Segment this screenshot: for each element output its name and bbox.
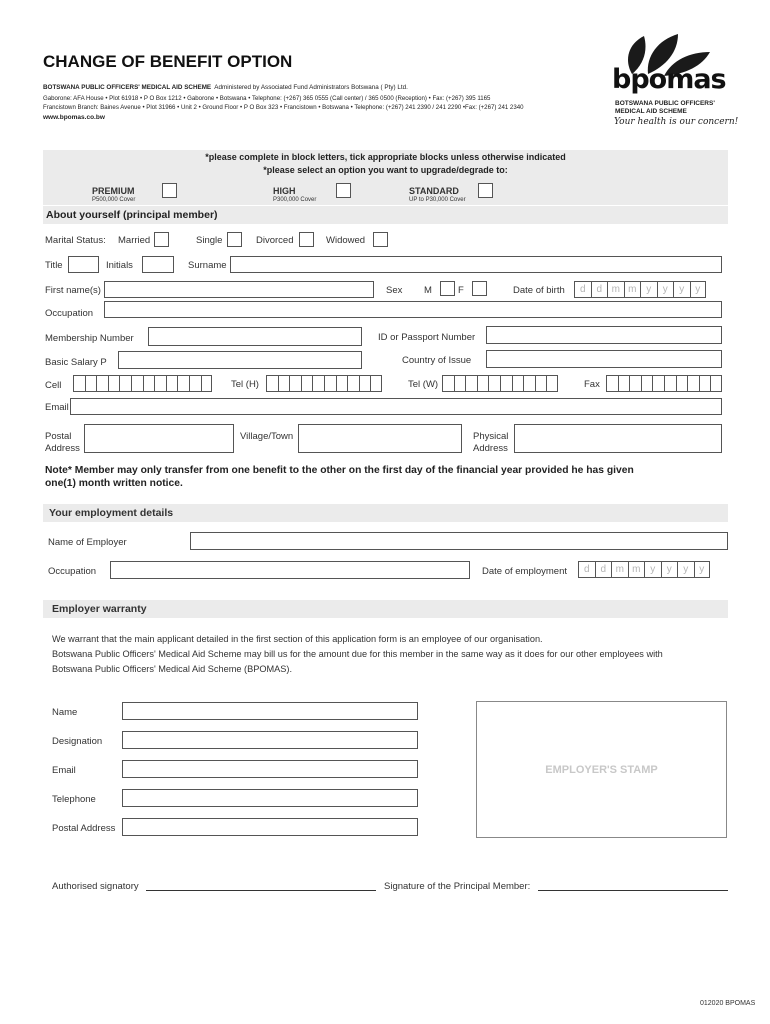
warranty-telephone-input[interactable]	[122, 789, 418, 807]
sex-m-checkbox[interactable]	[440, 281, 455, 296]
first-names-input[interactable]	[104, 281, 374, 298]
physical-address-input[interactable]	[514, 424, 722, 453]
warranty-designation-label: Designation	[52, 736, 103, 747]
logo-wordmark: bpomas	[612, 64, 726, 95]
principal-signature-line[interactable]	[538, 890, 728, 891]
note-line2: one(1) month written notice.	[45, 478, 183, 489]
tel-w-label: Tel (W)	[408, 379, 439, 390]
date-cell[interactable]: y	[690, 281, 707, 298]
option-high-cover: P300,000 Cover	[273, 197, 317, 203]
id-passport-label: ID or Passport Number	[378, 332, 476, 343]
date-cell[interactable]: d	[578, 561, 595, 578]
date-cell[interactable]: y	[677, 561, 694, 578]
option-premium-checkbox[interactable]	[162, 183, 177, 198]
logo-line2: MEDICAL AID SCHEME	[615, 108, 687, 115]
org-info-line	[43, 84, 408, 91]
cell-label: Cell	[45, 380, 62, 391]
date-cell[interactable]: y	[657, 281, 674, 298]
title-label: Title	[45, 260, 63, 271]
surname-input[interactable]	[230, 256, 722, 273]
initials-input[interactable]	[142, 256, 174, 273]
email-label: Email	[45, 402, 69, 413]
option-standard-checkbox[interactable]	[478, 183, 493, 198]
instruction-line1: *please complete in block letters, tick appropriate blocks unless otherwise indicated	[205, 152, 566, 162]
warranty-telephone-label: Telephone	[52, 794, 96, 805]
physical-label: Physical	[473, 431, 509, 442]
org-name: BOTSWANA PUBLIC OFFICERS' MEDICAL AID SCHEME	[43, 84, 212, 91]
widowed-checkbox[interactable]	[373, 232, 388, 247]
widowed-label: Widowed	[326, 235, 366, 246]
tel-h-label: Tel (H)	[231, 379, 259, 390]
single-label: Single	[196, 235, 223, 246]
warranty-email-input[interactable]	[122, 760, 418, 778]
logo-tagline: Your health is our concern!	[614, 117, 739, 127]
warranty-text3: Botswana Public Officers' Medical Aid Scheme (BPOMAS).	[52, 664, 293, 674]
option-premium-label: PREMIUM	[92, 186, 135, 196]
employer-name-label: Name of Employer	[48, 537, 127, 548]
postal-address-input[interactable]	[84, 424, 234, 453]
option-high-label: HIGH	[273, 186, 296, 196]
warranty-text1: We warrant that the main applicant detailed in the first section of this application form is an employee of our organisation.	[52, 634, 543, 644]
employment-occupation-label: Occupation	[48, 566, 97, 577]
sex-m-label: M	[424, 285, 432, 296]
date-cell[interactable]: y	[673, 281, 690, 298]
warranty-name-label: Name	[52, 707, 78, 718]
married-label: Married	[118, 235, 151, 246]
option-high-checkbox[interactable]	[336, 183, 351, 198]
date-cell[interactable]: m	[628, 561, 645, 578]
fax-label: Fax	[584, 379, 600, 390]
administered-by: Administered by Associated Fund Administrators Botswana ( Pty) Ltd.	[214, 84, 408, 91]
title-input[interactable]	[68, 256, 99, 273]
date-cell[interactable]: m	[607, 281, 624, 298]
membership-number-label: Membership Number	[45, 333, 134, 344]
basic-salary-label: Basic Salary P	[45, 357, 107, 368]
occupation-input[interactable]	[104, 301, 722, 318]
authorised-signatory-line[interactable]	[146, 890, 376, 891]
about-heading: About yourself (principal member)	[46, 209, 218, 221]
date-cell[interactable]: m	[624, 281, 641, 298]
sex-label: Sex	[386, 285, 403, 296]
warranty-postal-label: Postal Address	[52, 823, 116, 834]
tel-h-input[interactable]	[266, 375, 382, 392]
physical-address-label: Address	[473, 443, 508, 454]
option-premium-cover: P500,000 Cover	[92, 197, 136, 203]
warranty-heading: Employer warranty	[52, 603, 147, 615]
employment-occupation-input[interactable]	[110, 561, 470, 579]
employer-stamp-label: EMPLOYER'S STAMP	[545, 764, 658, 776]
divorced-label: Divorced	[256, 235, 294, 246]
email-input[interactable]	[70, 398, 722, 415]
warranty-postal-input[interactable]	[122, 818, 418, 836]
date-cell[interactable]: d	[574, 281, 591, 298]
fax-input[interactable]	[606, 375, 722, 392]
occupation-label: Occupation	[45, 308, 94, 319]
warranty-email-label: Email	[52, 765, 76, 776]
postal-address-label: Address	[45, 443, 80, 454]
divorced-checkbox[interactable]	[299, 232, 314, 247]
logo-line1: BOTSWANA PUBLIC OFFICERS'	[615, 100, 715, 107]
francistown-address: Francistown Branch: Baines Avenue • Plot 31966 • Unit 2 • Ground Floor • P O Box 323 • Francistown • Botswana • Telephone: (+267) 241 2390 / 241 2290 •Fax: (+267) 241 2340	[43, 104, 524, 111]
principal-signature-label: Signature of the Principal Member:	[384, 881, 531, 892]
tel-w-input[interactable]	[442, 375, 558, 392]
employer-name-input[interactable]	[190, 532, 728, 550]
warranty-name-input[interactable]	[122, 702, 418, 720]
date-cell[interactable]: y	[661, 561, 678, 578]
married-checkbox[interactable]	[154, 232, 169, 247]
dob-input[interactable]	[574, 281, 706, 298]
sex-f-label: F	[458, 285, 464, 296]
date-cell[interactable]: y	[640, 281, 657, 298]
village-town-label: Village/Town	[240, 431, 294, 442]
id-passport-input[interactable]	[486, 326, 722, 344]
website: www.bpomas.co.bw	[43, 114, 105, 121]
bpomas-logo	[610, 30, 740, 130]
authorised-signatory-label: Authorised signatory	[52, 881, 139, 892]
footer-code: 012020 BPOMAS	[700, 1000, 756, 1007]
postal-label: Postal	[45, 431, 72, 442]
employment-heading: Your employment details	[49, 507, 174, 519]
village-town-input[interactable]	[298, 424, 462, 453]
date-cell[interactable]: m	[611, 561, 628, 578]
surname-label: Surname	[188, 260, 227, 271]
initials-label: Initials	[106, 260, 133, 271]
single-checkbox[interactable]	[227, 232, 242, 247]
date-of-employment-input[interactable]	[578, 561, 710, 578]
date-cell[interactable]: y	[644, 561, 661, 578]
dob-label: Date of birth	[513, 285, 565, 296]
option-standard-cover: UP to P30,000 Cover	[409, 197, 466, 203]
membership-number-input[interactable]	[148, 327, 362, 346]
date-cell[interactable]: y	[694, 561, 711, 578]
page-title: CHANGE OF BENEFIT OPTION	[43, 52, 293, 71]
instruction-line2: *please select an option you want to upgrade/degrade to:	[263, 165, 508, 175]
gaborone-address: Gaborone: AFA House • Plot 61918 • P O Box 1212 • Gaborone • Botswana • Telephone: (+267) 365 0555 (Call center) / 365 0500 (Reception) • Fax: (+267) 395 1165	[43, 95, 491, 102]
date-of-employment-label: Date of employment	[482, 566, 568, 577]
note-line1: Note* Member may only transfer from one benefit to the other on the first day of the financial year provided he has given	[45, 465, 634, 476]
first-names-label: First name(s)	[45, 285, 101, 296]
marital-status-label: Marital Status:	[45, 235, 106, 246]
warranty-designation-input[interactable]	[122, 731, 418, 749]
warranty-text2: Botswana Public Officers' Medical Aid Scheme may bill us for the amount due for this member in the same way as it does for our other employees with	[52, 649, 663, 659]
country-of-issue-label: Country of Issue	[402, 355, 472, 366]
sex-f-checkbox[interactable]	[472, 281, 487, 296]
option-standard-label: STANDARD	[409, 186, 459, 196]
date-cell[interactable]: d	[595, 561, 612, 578]
basic-salary-input[interactable]	[118, 351, 362, 369]
date-cell[interactable]: d	[591, 281, 608, 298]
country-of-issue-input[interactable]	[486, 350, 722, 368]
cell-input[interactable]	[73, 375, 212, 392]
